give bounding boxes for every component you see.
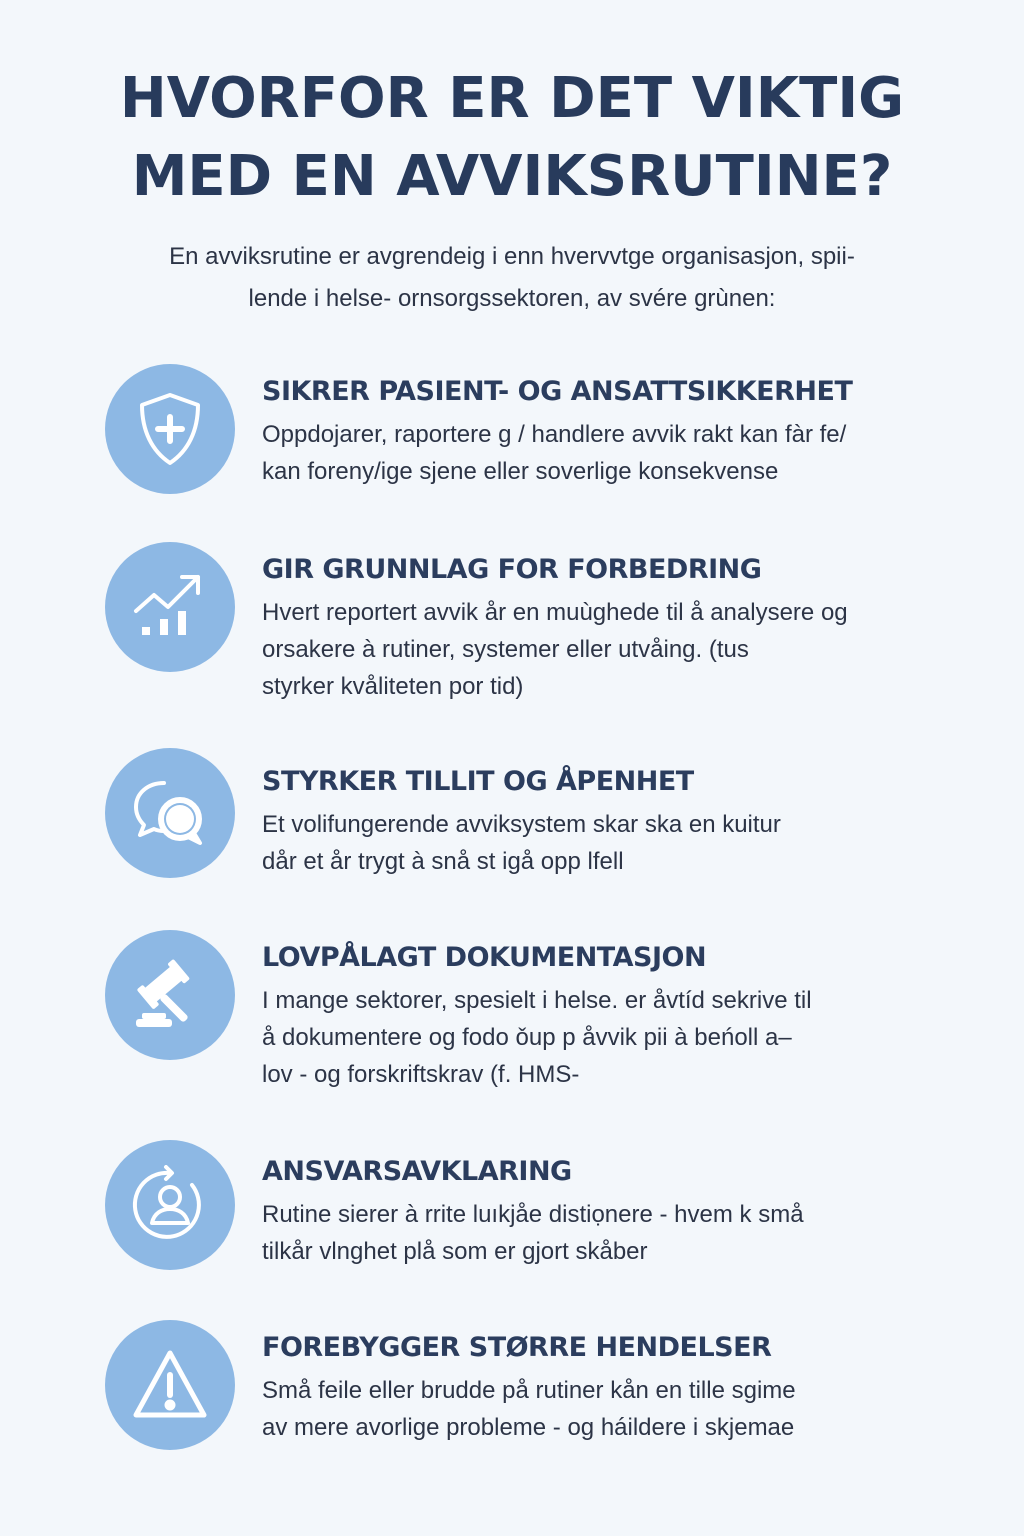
- benefit-description-line: Små feile eller brudde på rutiner kån en tille sgime: [262, 1377, 796, 1404]
- warning-triangle-icon: [105, 1320, 235, 1450]
- benefit-description: [262, 1196, 962, 1270]
- benefit-description-line: Oppdojarer, raportere g / handlere avvik rakt kan fàr fe/: [262, 421, 847, 448]
- benefit-description-line: av mere avorlige probleme - og háildere i skjemae: [262, 1414, 795, 1441]
- benefit-description-line: Rutine sierer à rrite luıkjåe distiọnere - hvem k små: [262, 1201, 804, 1228]
- benefit-description-line: tilkår vlnghet plå som er gjort skåber: [262, 1238, 648, 1265]
- benefit-heading: SIKRER PASIENT- OG ANSATTSIKKERHET: [262, 376, 853, 407]
- shield-plus-icon: [105, 364, 235, 494]
- page-title: [0, 60, 1024, 216]
- user-cycle-icon: [105, 1140, 235, 1270]
- benefit-heading: GIR GRUNNLAG FOR FORBEDRING: [262, 554, 762, 585]
- benefit-heading: ANSVARSAVKLARING: [262, 1156, 572, 1187]
- growth-chart-icon: [105, 542, 235, 672]
- benefit-heading: FOREBYGGER STØRRE HENDELSER: [262, 1332, 772, 1363]
- benefit-heading: STYRKER TILLIT OG ÅPENHET: [262, 766, 694, 797]
- intro-line-1: En avviksrutine er avgrendeig i enn hvervvtge organisasjon, spii-: [169, 243, 855, 270]
- benefit-description-line: I mange sektorer, spesielt i helse. er åvtíd sekrive til: [262, 987, 812, 1014]
- benefit-description-line: Et volifungerende avviksystem skar ska en kuitur: [262, 811, 781, 838]
- intro-line-2: lende i helse- ornsorgssektoren, av svére grùnen:: [248, 285, 776, 312]
- benefit-description-line: kan foreny/ige sjene eller soverlige konsekvense: [262, 458, 779, 485]
- benefit-description: [262, 982, 962, 1093]
- benefit-description-line: styrker kvåliteten por tid): [262, 673, 524, 700]
- chat-bubbles-icon: [105, 748, 235, 878]
- benefit-description-line: dår et år trygt à snå st igå opp lfell: [262, 848, 624, 875]
- gavel-icon: [105, 930, 235, 1060]
- benefit-description-line: Hvert reportert avvik år en muùghede til å analysere og: [262, 599, 848, 626]
- intro-paragraph: [0, 236, 1024, 320]
- benefit-description-line: å dokumentere og fodo ǒup p åvvik pii à beńoll a–: [262, 1024, 792, 1051]
- page-title-line-1: HVORFOR ER DET VIKTIG: [119, 66, 905, 131]
- page-title-line-2: MED EN AVVIKSRUTINE?: [131, 144, 893, 209]
- benefit-description: [262, 416, 962, 490]
- benefit-heading: LOVPÅLAGT DOKUMENTASJON: [262, 942, 707, 973]
- benefit-description: [262, 594, 962, 705]
- benefit-description-line: orsakere à rutiner, systemer eller utvåing. (tus: [262, 636, 749, 663]
- benefit-description: [262, 1372, 962, 1446]
- benefit-description-line: lov - og forskriftskrav (f. HMS-: [262, 1061, 580, 1088]
- benefit-description: [262, 806, 962, 880]
